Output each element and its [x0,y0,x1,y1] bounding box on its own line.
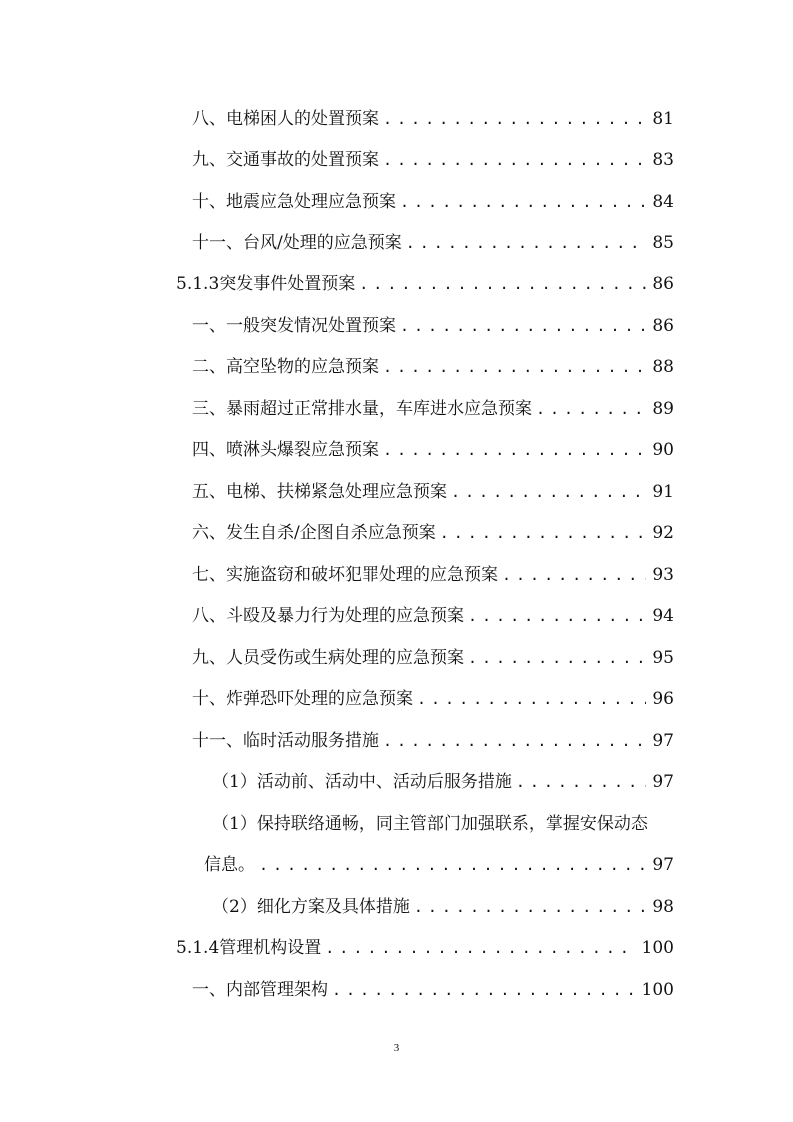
dot-leader [468,644,646,672]
toc-entry-title-continuation: 信息。 [204,855,255,875]
dot-leader [400,312,646,340]
dot-leader [383,353,646,381]
toc-entry[interactable] [192,478,674,506]
dot-leader [417,685,646,713]
toc-entry[interactable] [192,519,674,547]
dot-leader [536,395,646,423]
toc-entry[interactable] [192,312,674,340]
toc-entry[interactable] [192,229,674,257]
toc-entry-page: 91 [652,482,674,502]
toc-entry-title: 二、高空坠物的应急预案 [192,357,379,377]
dot-leader [516,768,647,796]
toc-entry[interactable] [192,395,674,423]
toc-entry-title: （2）细化方案及具体措施 [212,897,410,917]
toc-entry-page: 90 [652,440,674,460]
toc-entry-page: 100 [641,980,674,1000]
toc-entry-title: （1）活动前、活动中、活动后服务措施 [212,772,512,792]
toc-entry-page: 89 [652,399,674,419]
toc-section-entry[interactable] [176,934,674,962]
dot-leader [406,229,647,257]
toc-entry-page: 92 [652,523,674,543]
toc-entry-title: 5.1.3突发事件处置预案 [176,274,356,294]
toc-entry-page: 97 [652,855,674,875]
dot-leader [359,270,646,298]
toc-entry-page: 96 [652,689,674,709]
toc-entry-page: 95 [652,648,674,668]
dot-leader [383,105,646,133]
toc-entry[interactable] [192,727,674,755]
toc-entry-title: 一、内部管理架构 [192,980,328,1000]
dot-leader [332,976,636,1004]
dot-leader [325,934,635,962]
toc-entry[interactable] [192,976,674,1004]
toc-subentry-continuation[interactable] [204,851,674,879]
toc-entry[interactable] [192,436,674,464]
toc-entry[interactable] [192,105,674,133]
dot-leader [383,727,646,755]
dot-leader [383,146,646,174]
toc-entry-title: 十、炸弹恐吓处理的应急预案 [192,689,413,709]
toc-entry-page: 98 [652,897,674,917]
toc-entry-title: 五、电梯、扶梯紧急处理应急预案 [192,482,447,502]
toc-entry-title: 一、一般突发情况处置预案 [192,316,396,336]
toc-entry-title: 四、喷淋头爆裂应急预案 [192,440,379,460]
toc-entry-page: 97 [652,772,674,792]
page-number: 3 [393,1042,400,1054]
toc-section-entry[interactable] [176,270,674,298]
toc-subentry[interactable] [212,768,674,796]
toc-entry-title: 5.1.4管理机构设置 [176,938,322,958]
toc-entry-page: 88 [652,357,674,377]
dot-leader [400,188,646,216]
toc-entry-title: 九、人员受伤或生病处理的应急预案 [192,648,464,668]
toc-entry-page: 97 [652,731,674,751]
toc-entry-page: 93 [652,565,674,585]
dot-leader [440,519,647,547]
toc-entry[interactable] [192,561,674,589]
dot-leader [451,478,646,506]
dot-leader [502,561,646,589]
toc-entry-title: 七、实施盗窃和破坏犯罪处理的应急预案 [192,565,498,585]
toc-entry-title: 十、地震应急处理应急预案 [192,192,396,212]
toc-entry-title: 八、斗殴及暴力行为处理的应急预案 [192,606,464,626]
toc-entry-page: 94 [652,606,674,626]
toc-entry-page: 100 [641,938,674,958]
toc-entry[interactable] [192,146,674,174]
toc-entry[interactable] [192,188,674,216]
toc-entry[interactable] [192,602,674,630]
dot-leader [259,851,646,879]
toc-entry-title: 十一、台风/处理的应急预案 [192,233,402,253]
toc-entry-page: 85 [652,233,674,253]
toc-entry[interactable] [192,644,674,672]
toc-entry-title: 三、暴雨超过正常排水量，车库进水应急预案 [192,399,532,419]
toc-entry-title: 九、交通事故的处置预案 [192,150,379,170]
toc-entry-title: 六、发生自杀/企图自杀应急预案 [192,523,436,543]
dot-leader [383,436,646,464]
dot-leader [414,893,647,921]
toc-entry[interactable] [192,685,674,713]
toc-entry[interactable] [192,353,674,381]
toc-subentry[interactable] [212,893,674,921]
toc-entry-title: 十一、临时活动服务措施 [192,731,379,751]
toc-entry-page: 81 [652,109,674,129]
toc-entry-page: 86 [652,274,674,294]
toc-entry-title: 八、电梯困人的处置预案 [192,109,379,129]
dot-leader [468,602,646,630]
toc-entry-page: 86 [652,316,674,336]
toc-subentry-title-line[interactable]: （1）保持联络通畅，同主管部门加强联系，掌握安保动态 [212,814,648,834]
toc-entry-page: 83 [652,150,674,170]
toc-entry-page: 84 [652,192,674,212]
